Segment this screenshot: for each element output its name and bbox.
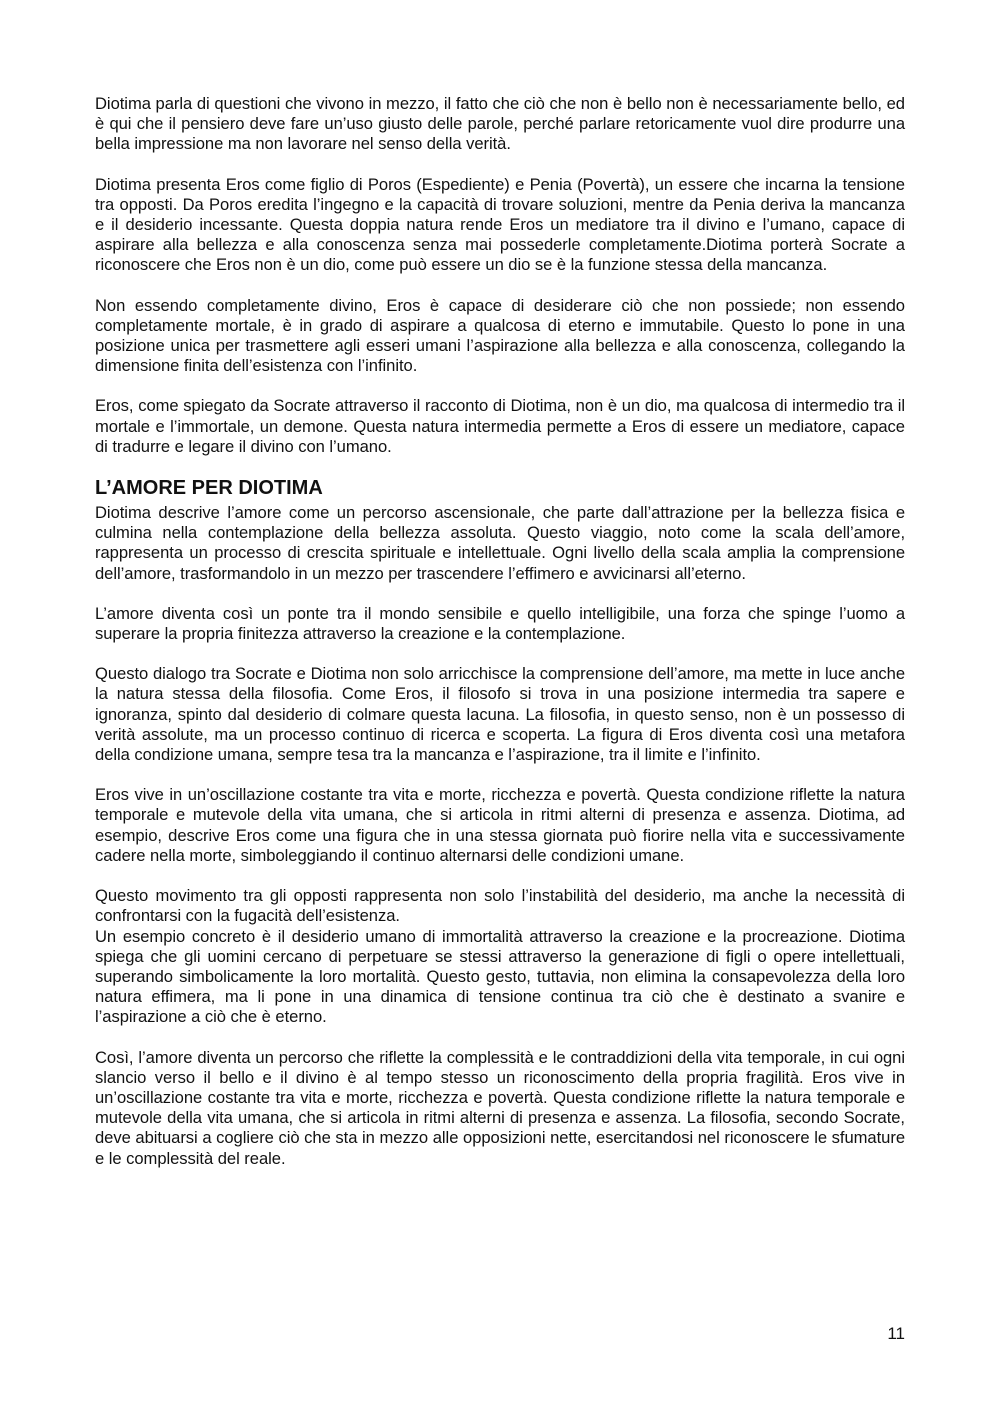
paragraph: Un esempio concreto è il desiderio umano di immortalità attraverso la creazione e la procreazione. Diotima spiega che gli uomini cercano di perpetuare se stessi attraverso la generazione di figli o opere intellettuali, superando simbolicamente la loro mortalità. Questo gesto, tuttavia, non elimina la consapevolezza della loro natura effimera, ma li pone in una dinamica di tensione continua tra ciò che è destinato a svanire e l’aspirazione a ciò che è eterno. [95, 926, 905, 1027]
paragraph: Eros vive in un’oscillazione costante tra vita e morte, ricchezza e povertà. Questa condizione riflette la natura temporale e mutevole della vita umana, che si articola in ritmi alterni di presenza e assenza. Diotima, ad esempio, descrive Eros come una figura che in una stessa giornata può fiorire nella vita e successivamente cadere nella morte, simboleggiando il continuo alternarsi delle condizioni umane. [95, 785, 905, 865]
paragraph: Diotima descrive l’amore come un percorso ascensionale, che parte dall’attrazione per la bellezza fisica e culmina nella contemplazione della bellezza assoluta. Questo viaggio, noto come la scala dell’amore, rappresenta un processo di crescita spirituale e intellettuale. Ogni livello della scala amplia la comprensione dell’amore, trasformandolo in un mezzo per trascendere l’effimero e avvicinarsi all’eterno. [95, 503, 905, 583]
paragraph: L’amore diventa così un ponte tra il mondo sensibile e quello intelligibile, una forza che spinge l’uomo a superare la propria finitezza attraverso la creazione e la contemplazione. [95, 603, 905, 644]
paragraph: Diotima presenta Eros come figlio di Poros (Espediente) e Penia (Povertà), un essere che incarna la tensione tra opposti. Da Poros eredita l’ingegno e la capacità di trovare soluzioni, mentre da Penia deriva la mancanza e il desiderio incessante. Questa doppia natura rende Eros un mediatore tra il divino e l’umano, capace di aspirare alla bellezza e alla conoscenza senza mai possederle completamente.Diotima porterà Socrate a riconoscere che Eros non è un dio, come può essere un dio se è la funzione stessa della mancanza. [95, 174, 905, 275]
paragraph: Questo dialogo tra Socrate e Diotima non solo arricchisce la comprensione dell’amore, ma mette in luce anche la natura stessa della filosofia. Come Eros, il filosofo si trova in una posizione intermedia tra sapere e ignoranza, spinto dal desiderio di colmare questa lacuna. La filosofia, in questo senso, non è un possesso di verità assolute, ma un processo continuo di ricerca e scoperta. La figura di Eros diventa così una metafora della condizione umana, sempre tesa tra la mancanza e l’aspirazione, tra il limite e l’infinito. [95, 664, 905, 765]
section-heading: L’AMORE PER DIOTIMA [95, 477, 323, 500]
paragraph: Questo movimento tra gli opposti rappresenta non solo l’instabilità del desiderio, ma anche la necessità di confrontarsi con la fugacità dell’esistenza. [95, 886, 905, 926]
page-body [95, 94, 905, 1169]
paragraph: Diotima parla di questioni che vivono in mezzo, il fatto che ciò che non è bello non è necessariamente bello, ed è qui che il pensiero deve fare un’uso giusto delle parole, perché parlare retoricamente vuol dire produrre una bella impressione ma non lavorare nel senso della verità. [95, 94, 905, 154]
paragraph: Non essendo completamente divino, Eros è capace di desiderare ciò che non possiede; non essendo completamente mortale, è in grado di aspirare a qualcosa di eterno e immutabile. Questo lo pone in una posizione unica per trasmettere agli esseri umani l’aspirazione alla bellezza e alla conoscenza, collegando la dimensione finita dell’esistenza con l’infinito. [95, 295, 905, 376]
paragraph: Eros, come spiegato da Socrate attraverso il racconto di Diotima, non è un dio, ma qualcosa di intermedio tra il mortale e l’immortale, un demone. Questa natura intermedia permette a Eros di essere un mediatore, capace di tradurre e legare il divino con l’umano. [95, 396, 905, 456]
paragraph: Così, l’amore diventa un percorso che riflette la complessità e le contraddizioni della vita temporale, in cui ogni slancio verso il bello e il divino è al tempo stesso un riconoscimento della propria fragilità. Eros vive in un’oscillazione costante tra vita e morte, ricchezza e povertà. Questa condizione riflette la natura temporale e mutevole della vita umana, che si articola in ritmi alterni di presenza e assenza. La filosofia, secondo Socrate, deve abituarsi a cogliere ciò che sta in mezzo alle opposizioni nette, esercitandosi nel riconoscere le sfumature e le complessità del reale. [95, 1047, 905, 1168]
page-number: 11 [887, 1324, 905, 1343]
